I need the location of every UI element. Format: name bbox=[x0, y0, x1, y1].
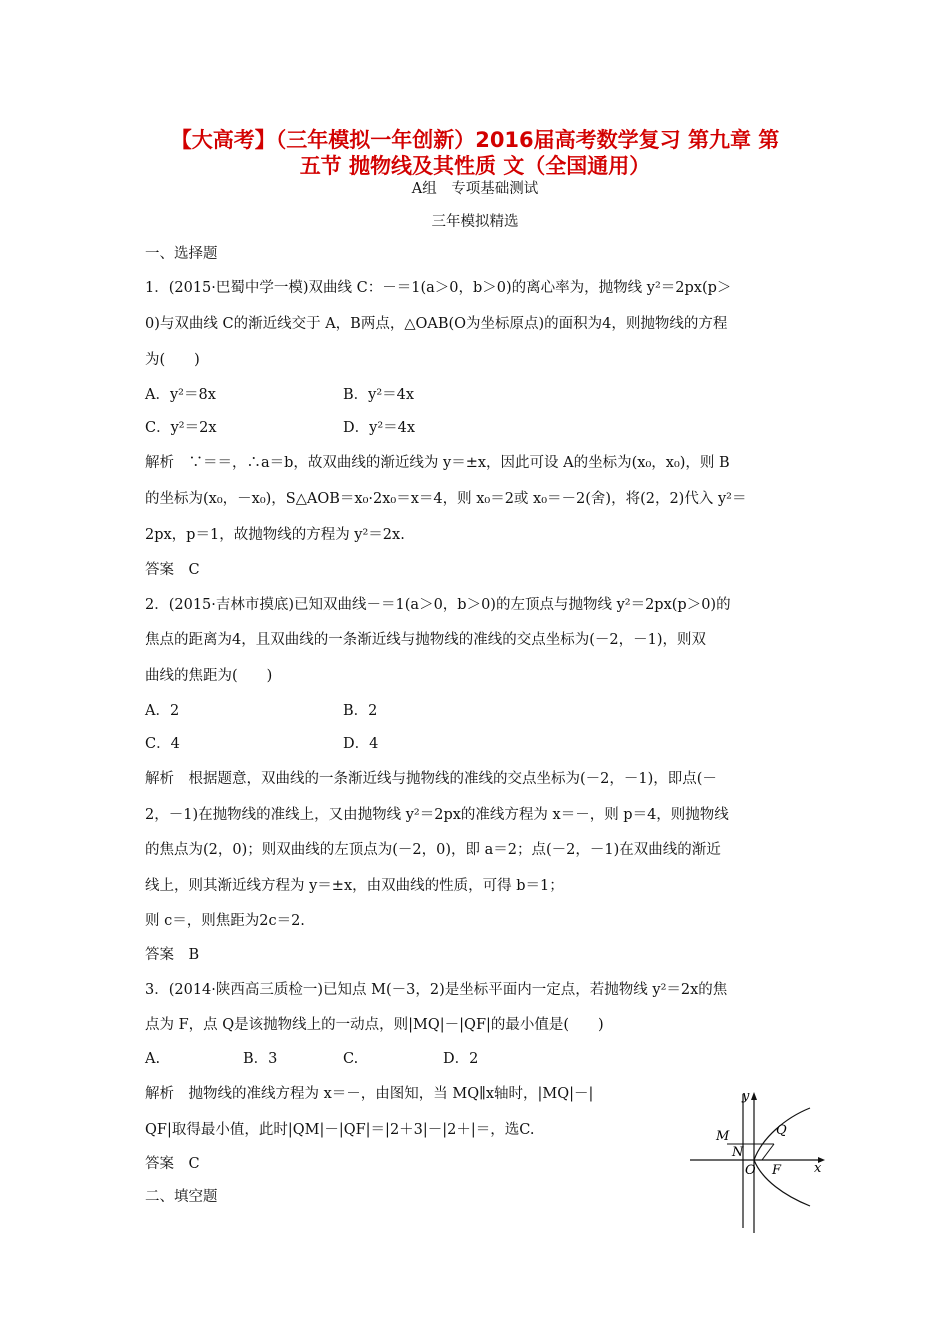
text-line: 的焦点为(2，0)；则双曲线的左顶点为(－2，0)，即 a＝2；点(－2，－1)在双曲线的渐近 bbox=[145, 842, 721, 858]
text-line: 2px，p＝1，故抛物线的方程为 y²＝2x. bbox=[145, 527, 405, 543]
section-heading: 三年模拟精选 bbox=[431, 214, 519, 230]
answer: 答案 B bbox=[145, 947, 200, 963]
text-line: 曲线的焦距为( ) bbox=[145, 668, 273, 684]
label-q: Q bbox=[776, 1123, 787, 1138]
option: B．y²＝4x bbox=[343, 387, 415, 403]
option: B．2 bbox=[343, 703, 378, 719]
text-line: QF|取得最小值，此时|QM|－|QF|＝|2＋3|－|2＋|＝，选C. bbox=[145, 1122, 535, 1138]
text-line: 焦点的距离为4，且双曲线的一条渐近线与抛物线的准线的交点坐标为(－2，－1)，则双 bbox=[145, 632, 706, 648]
text-line: 点为 F，点 Q是该抛物线上的一动点，则|MQ|－|QF|的最小值是( ) bbox=[145, 1017, 604, 1033]
label-n: N bbox=[732, 1145, 744, 1160]
label-o: O bbox=[745, 1163, 756, 1178]
text-line: 为( ) bbox=[145, 352, 200, 368]
option: A．2 bbox=[145, 703, 180, 719]
option: C. bbox=[343, 1051, 359, 1067]
qf-line bbox=[762, 1144, 774, 1160]
option: A．y²＝8x bbox=[145, 387, 216, 403]
section-heading: 二、填空题 bbox=[145, 1189, 218, 1205]
title-line-1: 【大高考】（三年模拟一年创新）2016届高考数学复习 第九章 第 bbox=[170, 128, 780, 152]
answer: 答案 C bbox=[145, 562, 200, 578]
text-line: 的坐标为(x₀，－x₀)，S△AOB＝x₀·2x₀＝x＝4，则 x₀＝2或 x₀＝－2(舍)，将(2，2)代入 y²＝ bbox=[145, 491, 747, 507]
group-heading: A组 专项基础测试 bbox=[411, 181, 539, 197]
label-m: M bbox=[716, 1129, 730, 1144]
text-line: 解析 根据题意，双曲线的一条渐近线与抛物线的准线的交点坐标为(－2，－1)，即点(－ bbox=[145, 771, 717, 787]
option: B．3 bbox=[243, 1051, 278, 1067]
text-line: 2，－1)在抛物线的准线上，又由抛物线 y²＝2px的准线方程为 x＝－，则 p＝4，则抛物线 bbox=[145, 807, 729, 823]
text-line: 解析 抛物线的准线方程为 x＝－，由图知，当 MQ∥x轴时，|MQ|－| bbox=[145, 1086, 594, 1102]
label-f: F bbox=[772, 1163, 782, 1178]
option: D．y²＝4x bbox=[343, 420, 416, 436]
label-x: x bbox=[814, 1161, 822, 1176]
text-line: 1．(2015·巴蜀中学一模)双曲线 C：－＝1(a＞0，b＞0)的离心率为，抛物线 y²＝2px(p＞ bbox=[145, 280, 732, 296]
label-y: y bbox=[742, 1089, 750, 1104]
text-line: 0)与双曲线 C的渐近线交于 A，B两点，△OAB(O为坐标原点)的面积为4，则抛物线的方程 bbox=[145, 316, 728, 332]
option: A. bbox=[145, 1051, 161, 1067]
text-line: 线上，则其渐近线方程为 y＝±x，由双曲线的性质，可得 b＝1； bbox=[145, 878, 564, 894]
title-line-2: 五节 抛物线及其性质 文（全国通用） bbox=[299, 154, 651, 178]
option: C．4 bbox=[145, 736, 180, 752]
text-line: 2．(2015·吉林市摸底)已知双曲线－＝1(a＞0，b＞0)的左顶点与抛物线 y²＝2px(p＞0)的 bbox=[145, 597, 731, 613]
text-line: 一、选择题 bbox=[145, 246, 218, 262]
parabola-figure bbox=[690, 1088, 830, 1233]
option: D．4 bbox=[343, 736, 379, 752]
option: C．y²＝2x bbox=[145, 420, 217, 436]
y-axis-arrow bbox=[751, 1092, 757, 1100]
text-line: 则 c＝，则焦距为2c＝2. bbox=[145, 913, 305, 929]
option: D．2 bbox=[443, 1051, 479, 1067]
answer: 答案 C bbox=[145, 1156, 200, 1172]
text-line: 3．(2014·陕西高三质检一)已知点 M(－3，2)是坐标平面内一定点，若抛物线 y²＝2x的焦 bbox=[145, 982, 728, 998]
text-line: 解析 ∵＝＝，∴a＝b，故双曲线的渐近线为 y＝±x，因此可设 A的坐标为(x₀，x₀)，则 B bbox=[145, 455, 730, 471]
